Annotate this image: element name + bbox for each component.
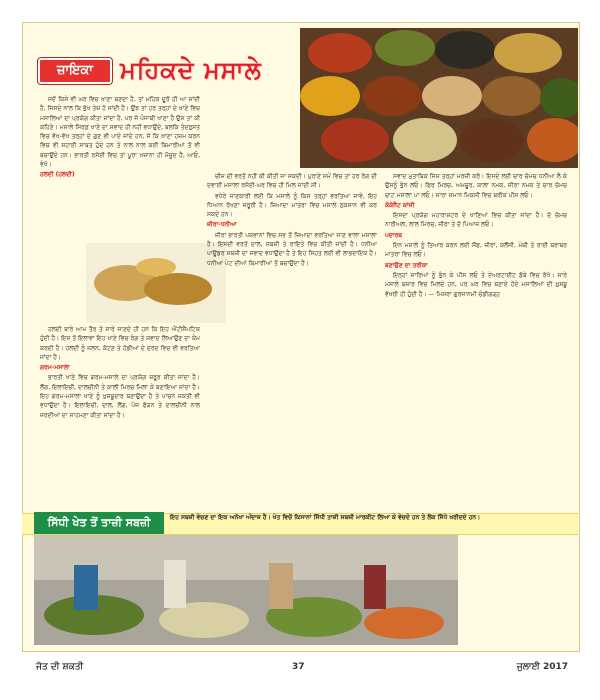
ginger-turmeric-photo bbox=[86, 243, 226, 323]
column-3 bbox=[385, 172, 567, 507]
column1-paragraph: ਜਦੋਂ ਕਿਸੇ ਵੀ ਘਰ ਵਿਚ ਖਾਣਾ ਬਣਦਾ ਹੈ, ਤਾਂ ਮਹਿਕ ਦੂਰੋਂ ਹੀ ਆ ਜਾਂਦੀ ਹੈ, ਜਿਸਦੇ ਨਾਲ ਕਿ ਭੁੱਖ ਤੇਜ਼ ਹੋ ਜਾਂਦੀ ਹੈ। ਉਂਝ ਤਾਂ ਹਰ ਤਰ੍ਹਾਂ ਦੇ ਖਾਣੇ ਵਿਚ ਮਸਾਲਿਆਂ ਦਾ ਪ੍ਰਯੋਗ ਕੀਤਾ ਜਾਂਦਾ ਹੈ, ਪਰ ਜੋ ਪੰਜਾਬੀ ਖਾਣਾ ਹੈ ਉਸ ਤਾਂ ਕੀ ਕਹਿਣੇ। ਮਸਾਲੇ ਸਿਰਫ਼ ਖਾਣੇ ਦਾ ਸਵਾਦ ਹੀ ਨਹੀਂ ਵਧਾਉਂਦੇ, ਬਲਕਿ ਤੰਦਰੁਸਤ ਵਿਚ ਵੱਖ-ਵੱਖ ਤਰ੍ਹਾਂ ਦੇ ਗੁਣ ਵੀ ਪਾਏ ਜਾਂਦੇ ਹਨ, ਜੋ ਕਿ ਖਾਣਾ ਹਜ਼ਮ ਕਰਨ ਵਿਚ ਵੀ ਸਹਾਈ ਸਾਬਤ ਹੁੰਦੇ ਹਨ ਤੇ ਨਾਲ ਨਾਲ ਕਈ ਬਿਮਾਰੀਆਂ ਤੋਂ ਵੀ ਬਚਾਉਂਦੇ ਹਨ। ਭਾਰਤੀ ਰਸੋਈ ਵਿਚ ਤਾਂ ਪੂਰਾ ਖਜ਼ਾਨਾ ਹੀ ਮੌਜੂਦ ਹੈ, ਆਓ, ਵੇਖੋ। bbox=[40, 96, 200, 169]
vegetable-market-photo bbox=[34, 535, 458, 645]
strip-title: ਸਿੱਧੀ ਖੇਤ ਤੋਂ ਤਾਜ਼ੀ ਸਬਜ਼ੀ bbox=[34, 512, 164, 534]
column-1 bbox=[40, 95, 200, 235]
column-1-lower bbox=[40, 325, 200, 510]
column2-paragraph: ਚੀਜ਼ ਦੀ ਵਰਤੋਂ ਨਹੀਂ ਕੀ ਕੀਤੀ ਜਾ ਸਕਦੀ। ਪੁਰਾਣੇ ਸਮੇਂ ਵਿਚ ਤਾਂ ਹਰ ਰੋਗ ਦੀ ਦਵਾਈ ਮਸਾਲਾ ਰਸੋਈ-ਘਰ ਵਿਚ ਹੀ ਮਿਲ ਜਾਂਦੀ ਸੀ। bbox=[207, 173, 377, 190]
column1-subhead: ਹਲਦੀ (ਹਲਦੀ) bbox=[40, 171, 75, 179]
column1-paragraph: ਹਲਦੀ ਬਾਰੇ ਆਮ ਤੌਰ ਤੇ ਸਾਰੇ ਜਾਣਦੇ ਹੀ ਹਨ ਕਿ ਇਹ ਐਂਟੀਸੈਪਟਿਕ ਹੁੰਦੀ ਹੈ। ਇਸ ਤੋਂ ਇਲਾਵਾ ਇਹ ਖਾਣੇ ਵਿਚ ਰੰਗ ਤੇ ਸਵਾਦ ਲਿਆਉਣ ਦਾ ਕੰਮ ਕਰਦੀ ਹੈ। ਹਲਦੀ ਨੂੰ ਜਲਨ, ਕੱਟਣ ਤੇ ਹੱਡੀਆਂ ਦੇ ਦਰਦ ਵਿਚ ਵੀ ਵਰਤਿਆ ਜਾਂਦਾ ਹੈ। bbox=[40, 326, 200, 361]
section-badge: ਜ਼ਾਇਕਾ bbox=[38, 58, 112, 84]
page-footer bbox=[22, 660, 578, 680]
column-2 bbox=[207, 172, 377, 507]
issue-date: ਜੁਲਾਈ 2017 bbox=[516, 662, 568, 672]
column2-paragraph: ਵਧੇਰੇ ਜਾਣਕਾਰੀ ਲਈ ਕਿ ਮਸਾਲੇ ਨੂੰ ਕਿਸ ਤਰ੍ਹਾਂ ਵਰਤਿਆ ਜਾਵੇ, ਇਹ ਧਿਆਨ ਰੱਖਣਾ ਜ਼ਰੂਰੀ ਹੈ। ਜ਼ਿਆਦਾ ਮਾਤਰਾ ਵਿਚ ਮਸਾਲੇ ਨੁਕਸਾਨ ਵੀ ਕਰ ਸਕਦੇ ਹਨ। bbox=[207, 192, 377, 219]
column2-subhead: ਜ਼ੀਰਾ-ਧਨੀਆ bbox=[207, 221, 237, 229]
column3-paragraph: ਇਸਦਾ ਪ੍ਰਯੋਗ ਮਹਾਰਾਸ਼ਟਰ ਦੇ ਖਾਣਿਆਂ ਵਿਚ ਕੀਤਾ ਜਾਂਦਾ ਹੈ। ਦੋ ਚੱਮਚ ਨਾਰੀਅਲ, ਲਾਲ ਮਿਰਚ, ਜੀਰਾ ਤੇ ਦੋ ਪਿਆਜ਼ ਲਓ। bbox=[385, 212, 567, 229]
column3-paragraph: ਇਨ੍ਹਾਂ ਸਾਰਿਆਂ ਨੂੰ ਭੁੰਨ ਕੇ ਪੀਸ ਲਓ ਤੇ ਏਅਰਟਾਈਟ ਡੱਬੇ ਵਿਚ ਰੱਖੋ। ਸਾਰੇ ਮਸਾਲੇ ਬਜ਼ਾਰ ਵਿਚ ਮਿਲਦੇ ਹਨ, ਪਰ ਘਰ ਵਿਚ ਬਣਾਏ ਹੋਏ ਮਸਾਲਿਆਂ ਦੀ ਖ਼ੁਸ਼ਬੂ ਵੱਖਰੀ ਹੀ ਹੁੰਦੀ ਹੈ। — ਮਿਸ਼ਰਾ ਗੁਰਜਾਨਮੀ ਚੰਡੀਗੜ੍ਹ bbox=[385, 271, 567, 298]
column3-subhead: ਬਣਾਉਣ ਦਾ ਤਰੀਕਾ bbox=[385, 261, 428, 269]
spice-bowls-photo bbox=[300, 28, 578, 168]
article-title: ਮਹਿਕਦੇ ਮਸਾਲੇ bbox=[120, 55, 262, 84]
page-number: 37 bbox=[292, 662, 305, 672]
column1-paragraph: ਭਾਰਤੀ ਖਾਣੇ ਵਿਚ ਗਰਮ-ਮਸਾਲੇ ਦਾ ਪ੍ਰਯੋਗ ਜ਼ਰੂਰ ਕੀਤਾ ਜਾਂਦਾ ਹੈ। ਲੌਂਗ, ਇਲਾਇਚੀ, ਦਾਲਚੀਨੀ ਤੇ ਕਾਲੀ ਮਿਰਚ ਮਿਲਾ ਕੇ ਬਣਾਇਆ ਜਾਂਦਾ ਹੈ। ਇਹ ਗਰਮ-ਮਸਾਲਾ ਖਾਣੇ ਨੂੰ ਖੁਸ਼ਬੂਦਾਰ ਬਣਾਉਂਦਾ ਹੈ ਤੇ ਪਾਚਨ ਸ਼ਕਤੀ ਵੀ ਵਧਾਉਂਦਾ ਹੈ। ਇਲਾਇਚੀ, ਦਾਲ, ਲੌਂਗ, ਪੰਜ ਫੋੜਨ ਤੇ ਦਾਲਚੀਨੀ ਨਾਲ ਜ਼ਰਦੀਆਂ ਦਾ ਸਾਹਮਣਾ ਕੀਤਾ ਜਾਂਦਾ ਹੈ। bbox=[40, 374, 200, 419]
column3-paragraph: ਸਵਾਦ ਮੁਤਾਬਿਕ ਜਿਸ ਤਰ੍ਹਾਂ ਮਰਜ਼ੀ ਕਰੋ। ਇਸਦੇ ਲਈ ਚਾਰ ਚੱਮਚ ਧਨੀਆ ਲੈ ਕੇ ਉਸਨੂੰ ਭੁੰਨ ਲਓ। ਫਿਰ ਮਿਰਚ, ਅਮਚੂਰ, ਕਾਲਾ ਨਮਕ, ਜੀਰਾ ਨਮਕ ਤੇ ਚਾਰ ਚੱਮਚ ਚਾਟ ਮਸਾਲਾ ਪਾ ਲਓ। ਸਾਰਾ ਸਮਾਨ ਮਿਕਸੀ ਵਿਚ ਬਰੀਕ ਪੀਸ ਲਓ। bbox=[385, 173, 567, 199]
column3-subhead: ਕੋਕੋਨੈਟ ਕਾਂਜੀ bbox=[385, 201, 415, 209]
column1-subhead: ਗਰਮ-ਮਸਾਲਾ bbox=[40, 364, 70, 372]
column3-paragraph: ਇਨ ਮਸਾਲੇ ਨੂੰ ਤਿਆਰ ਕਰਨ ਲਈ ਸੌਂਫ, ਜ਼ੀਰਾ, ਕਲੌਂਜੀ, ਮੇਥੀ ਤੇ ਰਾਈ ਬਰਾਬਰ ਮਾਤਰਾ ਵਿਚ ਲਓ। bbox=[385, 242, 567, 259]
column3-subhead: ਪਦਾਰਥ bbox=[385, 231, 403, 239]
magazine-name: ਜੋਤ ਦੀ ਸ਼ਕਤੀ bbox=[36, 662, 84, 672]
column2-paragraph: ਜ਼ੀਰਾ ਭਾਰਤੀ ਪਕਵਾਨਾਂ ਵਿਚ ਸਭ ਤੋਂ ਜ਼ਿਆਦਾ ਵਰਤਿਆ ਜਾਣ ਵਾਲਾ ਮਸਾਲਾ ਹੈ। ਇਸਦੀ ਵਰਤੋਂ ਦਾਲ, ਸਬਜ਼ੀ ਤੇ ਰਾਇਤੇ ਵਿਚ ਕੀਤੀ ਜਾਂਦੀ ਹੈ। ਧਨੀਆ ਪਾਊਡਰ ਸਬਜ਼ੀ ਦਾ ਸਵਾਦ ਵਧਾਉਂਦਾ ਹੈ ਤੇ ਇਹ ਸਿਹਤ ਲਈ ਵੀ ਲਾਭਦਾਇਕ ਹੈ। ਧਨੀਆ ਪੇਟ ਦੀਆਂ ਬਿਮਾਰੀਆਂ ਤੋਂ ਬਚਾਉਂਦਾ ਹੈ। bbox=[207, 231, 377, 267]
strip-text: ਇਹ ਸਬਜ਼ੀ ਵੇਚਣ ਦਾ ਇਕ ਅਨੋਖਾ ਅੰਦਾਜ਼ ਹੈ। ਖੇਤ ਵਿਚੋਂ ਕਿਸਾਨਾਂ ਸਿੱਧੀ ਤਾਜ਼ੀ ਸਬਜ਼ੀ ਮਾਰਕੀਟ ਲਿਆ ਕੇ ਵੇਚਦੇ ਹਨ ਤੇ ਲੋਕ ਸਿੱਧੇ ਖਰੀਦਦੇ ਹਨ। bbox=[170, 514, 481, 521]
